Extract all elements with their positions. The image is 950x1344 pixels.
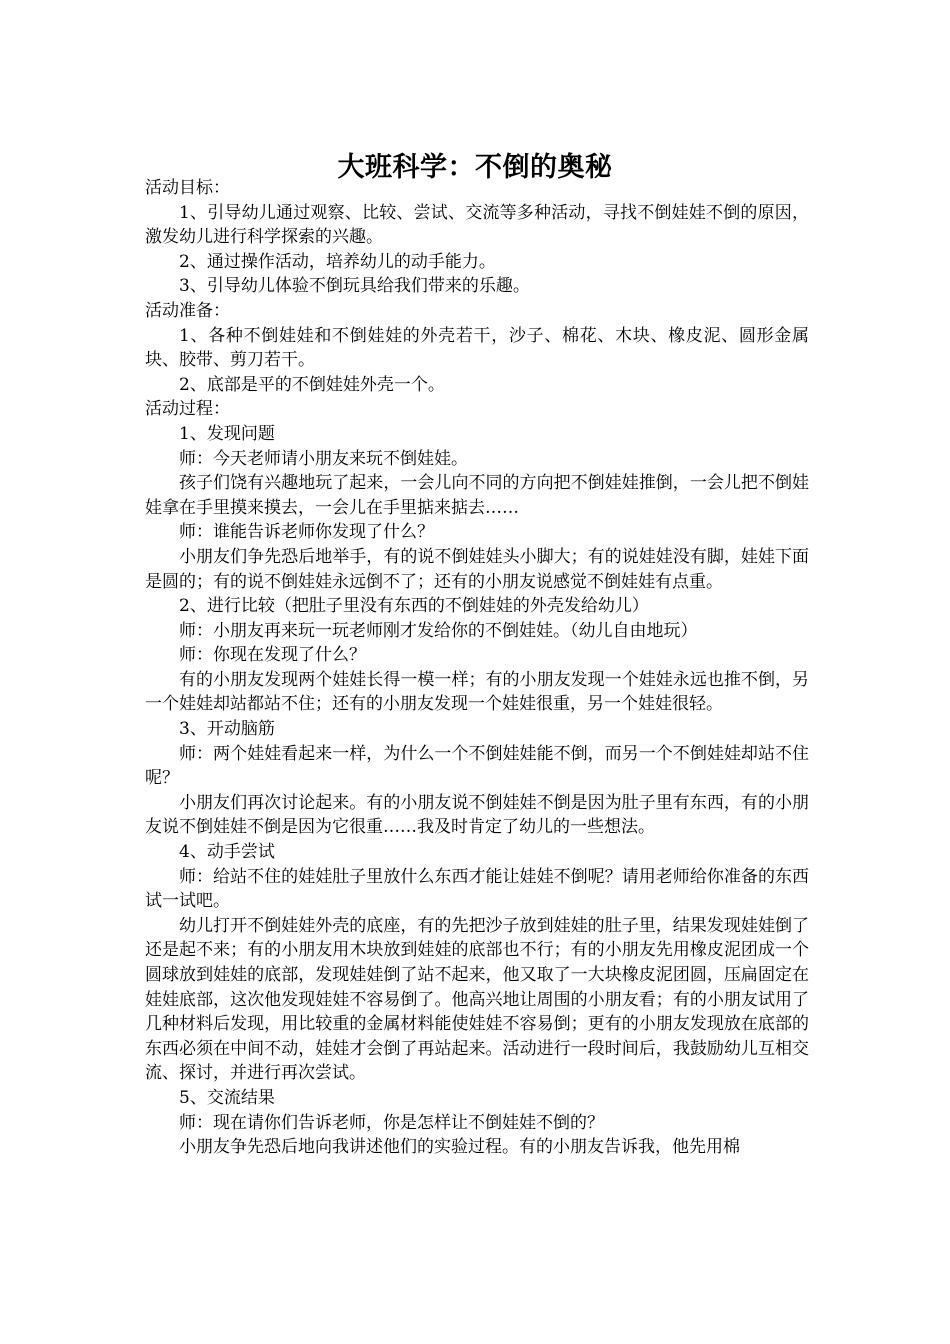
body-paragraph: 1、发现问题: [179, 423, 275, 444]
body-paragraph: 幼儿打开不倒娃娃外壳的底座，有的先把沙子放到娃娃的肚子里，结果发现娃娃倒了还是起不来；有的小朋友用木块放到娃娃的底部也不行；有的小朋友先用橡皮泥团成一个圆球放到娃娃的底部，发现娃娃倒了站不起来，他又取了一大块橡皮泥团圆，压扁固定在娃娃底部，这次他发现娃娃不容易倒了。他高兴地让周围的小朋友看；有的小朋友试用了几种材料后发现，用比较重的金属材料能使娃娃不容易倒；更有的小朋友发现放在底部的东西必须在中间不动，娃娃才会倒了再站起来。活动进行一段时间后，我鼓励幼儿互相交流、探讨，并进行再次尝试。: [145, 915, 809, 1084]
body-paragraph: 师：今天老师请小朋友来玩不倒娃娃。: [179, 448, 468, 469]
body-paragraph: 有的小朋友发现两个娃娃长得一模一样；有的小朋友发现一个娃娃永远也推不倒，另一个娃娃却站都站不住；还有的小朋友发现一个娃娃很重，另一个娃娃很轻。: [145, 669, 809, 715]
body-paragraph: 2、进行比较（把肚子里没有东西的不倒娃娃的外壳发给幼儿）: [179, 596, 649, 617]
body-paragraph: 1、各种不倒娃娃和不倒娃娃的外壳若干，沙子、棉花、木块、橡皮泥、圆形金属块、胶带、剪刀若干。: [145, 325, 809, 371]
body-paragraph: 4、动手尝试: [179, 842, 275, 863]
section-heading: 活动目标：: [145, 178, 230, 198]
body-paragraph: 小朋友争先恐后地向我讲述他们的实验过程。有的小朋友告诉我，他先用棉: [179, 1137, 740, 1158]
body-paragraph: 2、底部是平的不倒娃娃外壳一个。: [179, 374, 445, 395]
body-paragraph: 3、引导幼儿体验不倒玩具给我们带来的乐趣。: [179, 276, 530, 297]
body-paragraph: 1、引导幼儿通过观察、比较、尝试、交流等多种活动，寻找不倒娃娃不倒的原因，激发幼儿进行科学探索的兴趣。: [145, 202, 809, 248]
body-paragraph: 师：现在请你们告诉老师，你是怎样让不倒娃娃不倒的？: [179, 1112, 604, 1133]
page-title: 大班科学：不倒的奥秘: [337, 152, 613, 184]
section-heading: 活动过程：: [145, 399, 230, 420]
body-paragraph: 师：给站不住的娃娃肚子里放什么东西才能让娃娃不倒呢？请用老师给你准备的东西试一试吧。: [145, 866, 809, 912]
body-paragraph: 师：两个娃娃看起来一样，为什么一个不倒娃娃能不倒，而另一个不倒娃娃却站不住呢？: [145, 743, 809, 789]
body-paragraph: 师：小朋友再来玩一玩老师刚才发给你的不倒娃娃。（幼儿自由地玩）: [179, 620, 698, 641]
body-paragraph: 小朋友们再次讨论起来。有的小朋友说不倒娃娃不倒是因为肚子里有东西，有的小朋友说不倒娃娃不倒是因为它很重……我及时肯定了幼儿的一些想法。: [145, 792, 809, 838]
body-paragraph: 孩子们饶有兴趣地玩了起来，一会儿向不同的方向把不倒娃娃推倒，一会儿把不倒娃娃拿在手里摸来摸去，一会儿在手里掂来掂去……: [145, 473, 809, 518]
body-paragraph: 2、通过操作活动，培养幼儿的动手能力。: [179, 251, 496, 272]
body-paragraph: 小朋友们争先恐后地举手，有的说不倒娃娃头小脚大；有的说娃娃没有脚，娃娃下面是圆的；有的说不倒娃娃永远倒不了；还有的小朋友说感觉不倒娃娃有点重。: [145, 546, 809, 592]
body-paragraph: 师：你现在发现了什么？: [179, 645, 366, 666]
section-heading: 活动准备：: [145, 300, 230, 321]
body-paragraph: 3、开动脑筋: [179, 719, 275, 740]
document-body: [145, 176, 809, 1160]
body-paragraph: 5、交流结果: [179, 1087, 275, 1108]
body-paragraph: 师：谁能告诉老师你发现了什么？: [179, 522, 434, 543]
